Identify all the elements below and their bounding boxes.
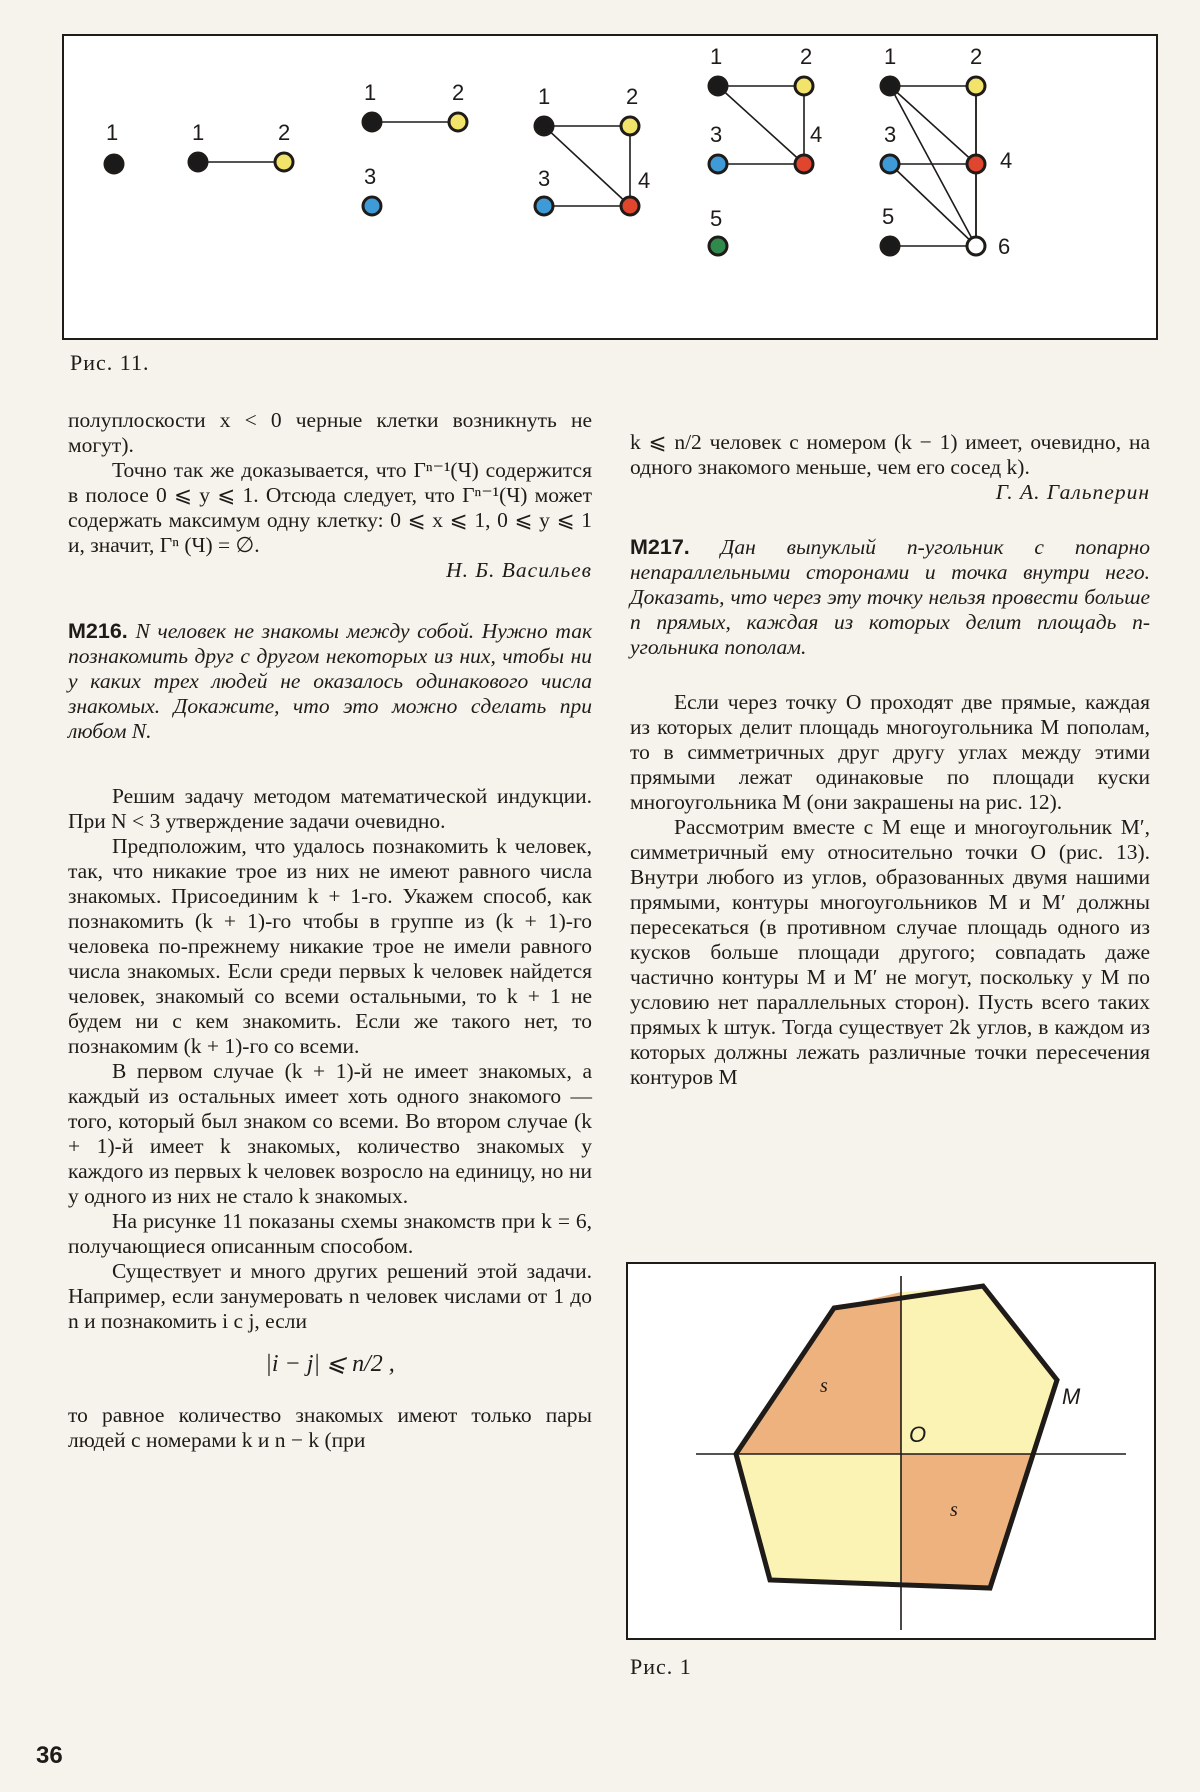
- problem-m216: [68, 619, 592, 744]
- left-paragraph-6: На рисунке 11 показаны схемы знакомств при k = 6, получающиеся описанным способом.: [68, 1209, 592, 1258]
- graph-3-node-3: [363, 197, 381, 215]
- graph-4-node-1: [535, 117, 553, 135]
- figure-12-caption: Рис. 1: [630, 1654, 692, 1679]
- graph-4-label-4: 4: [638, 168, 651, 193]
- right-paragraph-3: Рассмотрим вместе с M еще и многоугольник M′, симметричный ему относительно точки O (рис. 13). Внутри любого из углов, образованных двумя нашими прямыми, контуры многоугольников M и M′ должны пересекаться (в противном случае площадь одного из кусков больше площади другого; совпадать даже частично контуры M и M′ не могут, поскольку у M по условию нет параллельных сторон). Пусть всего таких прямых k штук. Тогда существует 2k углов, в каждом из которых должны лежать различные точки пересечения контуров M: [630, 815, 1150, 1089]
- left-column: [68, 408, 592, 1453]
- left-paragraph-3: Решим задачу методом математической индукции. При N < 3 утверждение задачи очевидно.: [68, 784, 592, 833]
- graph-2-node-2: [275, 153, 293, 171]
- formula-ij: |i − j| ⩽ n/2 ,: [265, 1351, 395, 1377]
- graph-4-edge-1-4: [544, 126, 630, 206]
- graph-5-node-5: [709, 237, 727, 255]
- left-paragraph-8: то равное количество знакомых имеют только пары людей с номерами k и n − k (при: [68, 1403, 592, 1452]
- graph-6-label-2: 2: [970, 44, 983, 69]
- right-column: [630, 430, 1150, 1090]
- graph-3-label-2: 2: [452, 80, 465, 105]
- problem-m217-label: М217.: [630, 535, 690, 559]
- graph-6-node-1: [881, 77, 899, 95]
- graph-5-label-1: 1: [710, 44, 723, 69]
- problem-m217: [630, 535, 1150, 660]
- graph-5-label-5: 5: [710, 206, 723, 231]
- graph-5-label-4: 4: [810, 122, 823, 147]
- right-paragraph-1: k ⩽ n/2 человек с номером (k − 1) имеет, очевидно, на одного знакомого меньше, чем его сосед k).: [630, 430, 1150, 479]
- graph-1-node-1: [105, 155, 123, 173]
- figure-11-graphs: [64, 36, 1156, 338]
- right-paragraph-2: Если через точку O проходят две прямые, каждая из которых делит площадь многоугольника M пополам, то в симметричных друг другу углах между этими прямыми лежат одинаковые по площади куски многоугольника M (они закрашены на рис. 12).: [630, 690, 1150, 814]
- problem-m216-text: N человек не знакомы между собой. Нужно так познакомить друг с другом некоторых из них, чтобы ни у каких трех людей не оказалось одинакового числа знакомых. Докажите, что это можно сделать при любом N.: [68, 619, 592, 743]
- left-paragraph-7: Существует и много других решений этой задачи. Например, если занумеровать n человек числами от 1 до n и познакомить i с j, если: [68, 1259, 592, 1333]
- problem-m216-label: М216.: [68, 619, 128, 643]
- figure-11-caption: Рис. 11.: [70, 350, 150, 375]
- graph-6-edge-1-6: [890, 86, 976, 246]
- graph-5-node-1: [709, 77, 727, 95]
- graph-2-label-1: 1: [192, 120, 205, 145]
- label-s-top: s: [820, 1375, 828, 1397]
- graph-5-node-2: [795, 77, 813, 95]
- graph-3-node-1: [363, 113, 381, 131]
- left-paragraph-4: Предположим, что удалось познакомить k человек, так, что никакие трое из них не имеют равного числа знакомых. Присоединим k + 1-го. Укажем способ, как познакомить (k + 1)-го чтобы в группе из (k + 1)-го человека по-прежнему никакие трое не имели равного числа знакомых. Если среди первых k человек найдется человек, знакомый со всеми остальными, то k + 1 не будем ни с кем знакомить. Если же такого нет, то познакомим (k + 1)-го со всеми.: [68, 834, 592, 1058]
- graph-6-node-5: [881, 237, 899, 255]
- graph-4-node-2: [621, 117, 639, 135]
- graph-5-node-4: [795, 155, 813, 173]
- graph-2-node-1: [189, 153, 207, 171]
- graph-6-node-6: [967, 237, 985, 255]
- graph-3-label-1: 1: [364, 80, 377, 105]
- left-paragraph-2: Точно так же доказывается, что Γⁿ⁻¹(Ч) содержится в полосе 0 ⩽ y ⩽ 1. Отсюда следует, что Γⁿ⁻¹(Ч) может содержать максимум одну клетку: 0 ⩽ x ⩽ 1, 0 ⩽ y ⩽ 1 и, значит, Γⁿ (Ч) = ∅.: [68, 458, 592, 557]
- graph-6-node-3: [881, 155, 899, 173]
- graph-5-label-3: 3: [710, 122, 723, 147]
- graph-6-label-1: 1: [884, 44, 897, 69]
- graph-5-label-2: 2: [800, 44, 813, 69]
- left-paragraph-5: В первом случае (k + 1)-й не имеет знакомых, а каждый из остальных имеет хоть одного знакомого — того, который был знаком со всеми. Во втором случае (k + 1)-й имеет k знакомых, количество знакомых у каждого из первых k человек возросло на единицу, но ни у одного из них не стало k знакомых.: [68, 1059, 592, 1208]
- graph-3-label-3: 3: [364, 164, 377, 189]
- region-top-left-shaded: [736, 1292, 901, 1454]
- problem-m217-text: Дан выпуклый n-угольник с попарно непараллельными сторонами и точка внутри него. Доказать, что через эту точку нельзя провести больше n прямых, каждая из которых делит площадь n-угольника пополам.: [630, 535, 1150, 659]
- graph-4-label-3: 3: [538, 166, 551, 191]
- graph-6-edge-3-6: [890, 164, 976, 246]
- graph-1-label-1: 1: [106, 120, 119, 145]
- graph-6-node-2: [967, 77, 985, 95]
- graph-5-edge-1-4: [718, 86, 804, 164]
- figure-11: [62, 34, 1158, 340]
- graph-4-node-3: [535, 197, 553, 215]
- left-paragraph-1: полуплоскости x < 0 черные клетки возникнуть не могут).: [68, 408, 592, 457]
- graph-6-label-3: 3: [884, 122, 897, 147]
- graph-6-label-5: 5: [882, 204, 895, 229]
- author-vasiliev: Н. Б. Васильев: [446, 558, 592, 582]
- graph-6-edge-1-4: [890, 86, 976, 164]
- page-number: 36: [36, 1742, 63, 1769]
- graph-6-label-6: 6: [998, 234, 1011, 259]
- graph-2-label-2: 2: [278, 120, 291, 145]
- graph-6-label-4: 4: [1000, 148, 1013, 173]
- author-galperin: Г. А. Гальперин: [995, 480, 1150, 504]
- graph-3-node-2: [449, 113, 467, 131]
- graph-6-node-4: [967, 155, 985, 173]
- label-m: M: [1062, 1384, 1081, 1409]
- label-o: O: [909, 1422, 927, 1447]
- graph-4-label-1: 1: [538, 84, 551, 109]
- figure-12: [626, 1262, 1156, 1640]
- graph-4-label-2: 2: [626, 84, 639, 109]
- label-s-bottom: s: [950, 1499, 958, 1521]
- graph-5-node-3: [709, 155, 727, 173]
- region-bottom-left: [736, 1454, 901, 1582]
- graph-4-node-4: [621, 197, 639, 215]
- figure-12-polygon: [628, 1264, 1154, 1638]
